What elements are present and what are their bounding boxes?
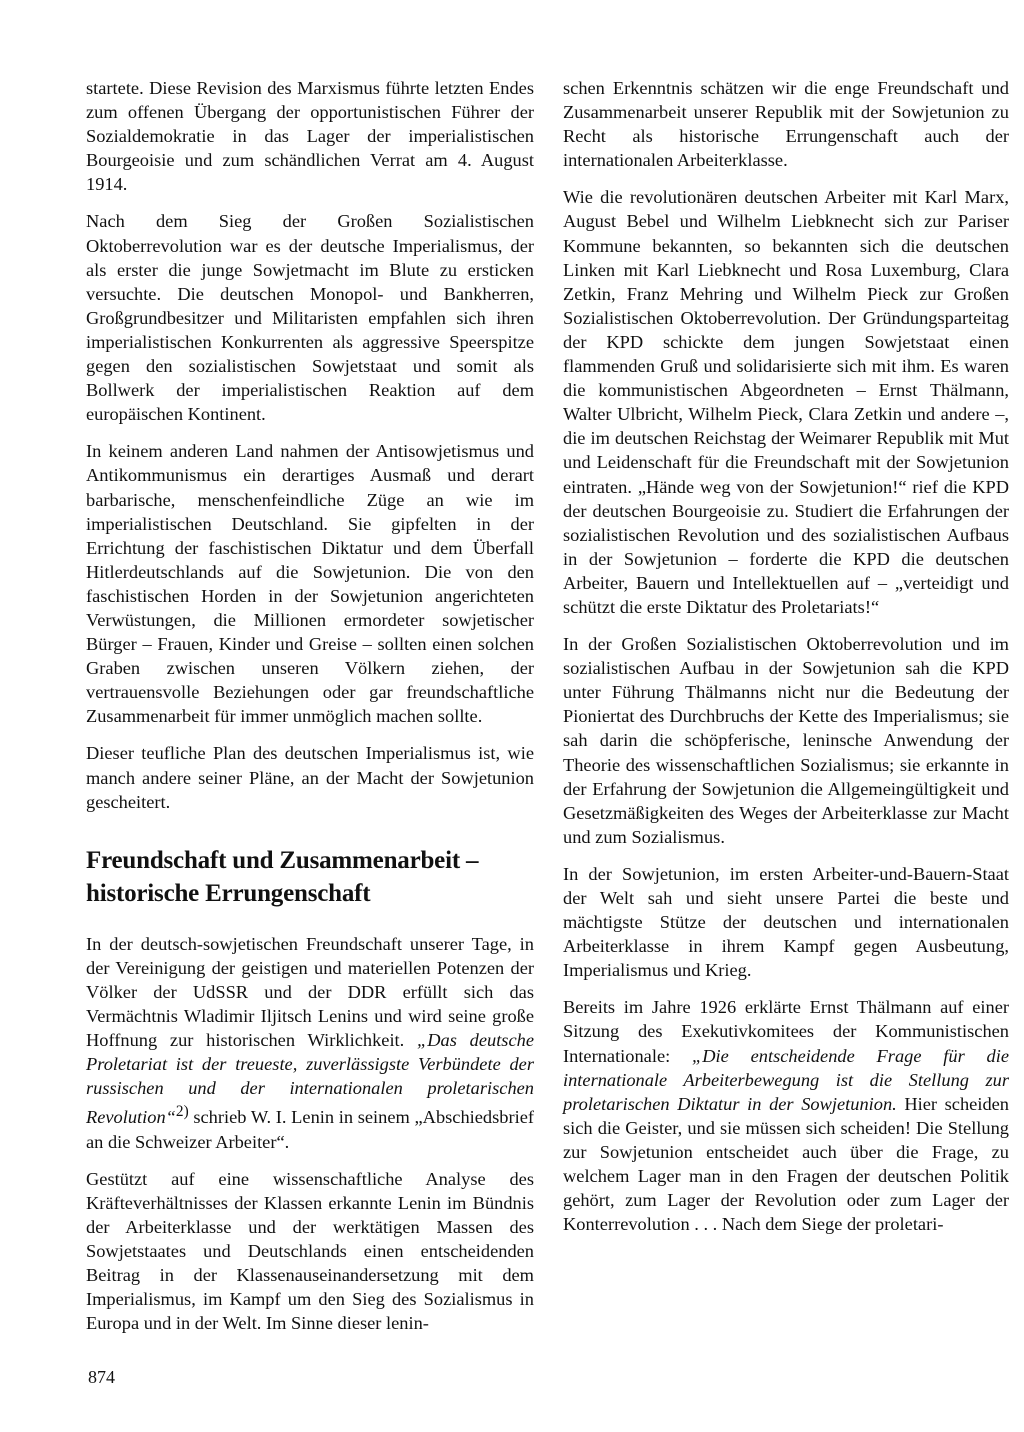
- page-number: 874: [88, 1367, 115, 1387]
- paragraph: Gestützt auf eine wissenschaftliche Analyse des Kräfteverhältnisses der Klassen erkannte Lenin im Bündnis der Arbeiterklasse und der werktätigen Massen des Sowjetstaates und Deutschlands einen entscheidenden Beitrag in der Klassenauseinandersetzung mit dem Imperialismus, im Kampf um den Sieg des Sozialismus in Europa und in der Welt. Im Sinne dieser lenin-: [86, 1168, 534, 1334]
- section-heading-line: Freundschaft und Zusammenarbeit –: [86, 846, 479, 874]
- paragraph: In keinem anderen Land nahmen der Antisowjetismus und Antikommunismus ein derartiges Ausmaß und derart barbarische, menschenfeindliche Züge an wie im imperialistischen Deutschland. Sie gipfelten in der Errichtung der faschistischen Diktatur und dem Überfall Hitlerdeutschlands auf die Sowjetunion. Die von den faschistischen Horden in der Sowjetunion angerichteten Verwüstungen, die Millionen ermordeter sowjetischer Bürger – Frauen, Kinder und Greise – sollten einen solchen Graben zwischen unseren Völkern ziehen, der vertrauensvolle Beziehungen oder gar freundschaftliche Zusammenarbeit für immer unmöglich machen sollte.: [86, 441, 534, 727]
- right-column: [563, 76, 1009, 1249]
- paragraph-text: schrieb W. I. Lenin in seinem „Abschiedsbrief an die Schweizer Arbeiter“.: [86, 1107, 534, 1152]
- paragraph-text: Hier scheiden sich die Geister, und sie müssen sich scheiden! Die Stellung zur Sowjetunion entscheidet auch über die Frage, zu welchem Lager man in den Fragen der deutschen Politik gehört, zum Lager der Revolution oder zum Lager der Konterrevolution . . . Nach dem Siege der proletari-: [563, 1093, 1009, 1235]
- paragraph: [86, 932, 534, 1154]
- paragraph: Wie die revolutionären deutschen Arbeiter mit Karl Marx, August Bebel und Wilhelm Liebknecht sich zur Pariser Kommune bekannten, so bekannten sich die deutschen Linken mit Karl Liebknecht und Rosa Luxemburg, Clara Zetkin, Franz Mehring und Wilhelm Pieck zur Großen Sozialistischen Oktoberrevolution. Der Gründungsparteitag der KPD schickte dem jungen Sowjetstaat einen flammenden Gruß und solidarisierte sich mit ihm. Es waren die kommunistischen Abgeordneten – Ernst Thälmann, Walter Ulbricht, Wilhelm Pieck, Clara Zetkin und andere –, die im deutschen Reichstag der Weimarer Republik mit Mut und Leidenschaft für die Freundschaft mit der Sowjetunion eintraten. „Hände weg von der Sowjetunion!“ rief die KPD der deutschen Bourgeoisie zu. Studiert die Erfahrungen der sozialistischen Revolution und des sozialistischen Aufbaus in der Sowjetunion – forderte die KPD die deutschen Arbeiter, Bauern und Intellektuellen auf – „verteidigt und schützt die erste Diktatur des Proletariats!“: [563, 187, 1009, 617]
- thaelmann-quote: „Die entscheidende Frage für die internationale Arbeiterbewegung ist die Stellung zur proletarischen Diktatur in der Sowjetunion.: [563, 1045, 1010, 1114]
- left-column: [86, 76, 534, 1348]
- paragraph: Dieser teufliche Plan des deutschen Imperialismus ist, wie manch andere seiner Pläne, an der Macht der Sowjetunion gescheitert.: [86, 743, 534, 812]
- footnote-marker: 2): [175, 1103, 189, 1121]
- paragraph: In der Großen Sozialistischen Oktoberrevolution und im sozialistischen Aufbau in der Sowjetunion sah die KPD unter Führung Thälmanns nicht nur die Bedeutung der Pioniertat des Durchbruchs der Kette des Imperialismus; sie sah darin die schöpferische, leninsche Anwendung der Theorie des wissenschaftlichen Sozialismus; sie erkannte in der Erfahrung der Sowjetunion die Allgemeingültigkeit und Gesetzmäßigkeiten des Weges der Arbeiterklasse zur Macht und zum Sozialismus.: [563, 634, 1009, 847]
- section-heading: [86, 844, 534, 910]
- section-heading-line: historische Errungenschaft: [86, 879, 371, 907]
- paragraph: Nach dem Sieg der Großen Sozialistischen Oktoberrevolution war es der deutsche Imperialismus, der als erster die junge Sowjetmacht im Blute zu ersticken versuchte. Die deutschen Monopol- und Bankherren, Großgrundbesitzer und Militaristen empfahlen sich ihren imperialistischen Konkurrenten als aggressive Speerspitze gegen den sozialistischen Sowjetstaat und somit als Bollwerk der imperialistischen Reaktion auf dem europäischen Kontinent.: [86, 211, 534, 425]
- paragraph: schen Erkenntnis schätzen wir die enge Freundschaft und Zusammenarbeit unserer Republik mit der Sowjetunion zu Recht als historische Errungenschaft auch der internationalen Arbeiterklasse.: [563, 78, 1009, 171]
- paragraph: In der Sowjetunion, im ersten Arbeiter-und-Bauern-Staat der Welt sah und sieht unsere Partei die beste und mächtigste Stütze der deutschen und internationalen Arbeiterklasse in ihrem Kampf gegen Ausbeutung, Imperialismus und Krieg.: [563, 863, 1009, 981]
- lenin-quote: „Das deutsche Proletariat ist der treueste, zuverlässigste Verbündete der russischen und der internationalen proletarischen Revolution“: [86, 1030, 534, 1128]
- paragraph: startete. Diese Revision des Marxismus führte letzten Endes zum offenen Übergang der opportunistischen Führer der Sozialdemokratie in das Lager der imperialistischen Bourgeoisie und zum schändlichen Verrat am 4. August 1914.: [86, 78, 534, 195]
- paragraph-text: In der deutsch-sowjetischen Freundschaft unserer Tage, in der Vereinigung der geistigen und materiellen Potenzen der Völker der UdSSR und der DDR erfüllt sich das Vermächtnis Wladimir Iljitsch Lenins und wird seine große Hoffnung zur historischen Wirklichkeit.: [86, 933, 534, 1051]
- paragraph-text: Bereits im Jahre 1926 erklärte Ernst Thälmann auf einer Sitzung des Exekutivkomitees der Kommunistischen Internationale:: [563, 997, 1009, 1066]
- paragraph: [563, 995, 1009, 1236]
